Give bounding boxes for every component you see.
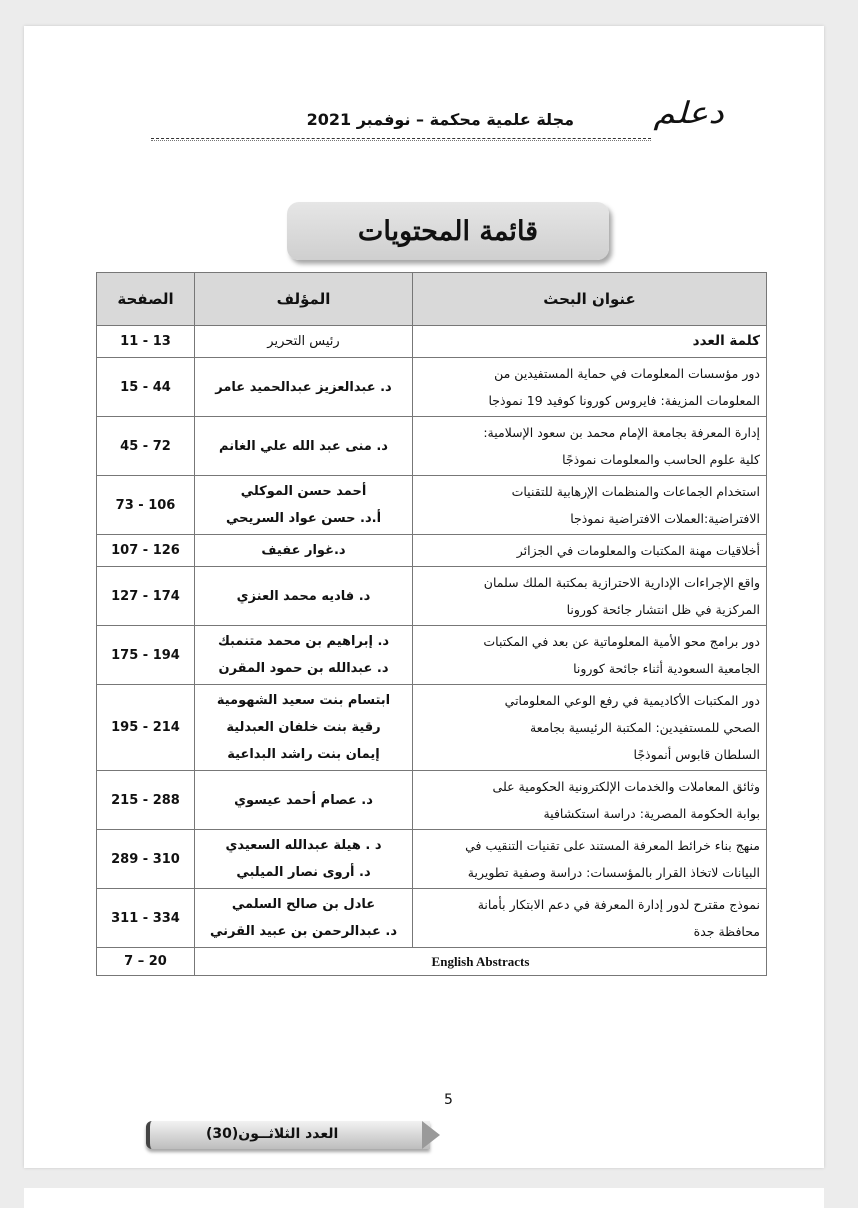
article-authors [195, 326, 413, 358]
article-authors [195, 417, 413, 476]
english-abstracts-label: English Abstracts [195, 948, 767, 976]
page-range: 127 - 174 [97, 567, 195, 626]
article-title-line: واقع الإجراءات الإدارية الاحترازية بمكتبة الملك سلمان [483, 575, 760, 590]
author-name: عادل بن صالح السلمي [231, 897, 376, 912]
article-title-line: نموذج مقترح لدور إدارة المعرفة في دعم الابتكار بأمانة [477, 897, 760, 912]
page-header [129, 96, 724, 146]
article-title-line: وثائق المعاملات والخدمات الإلكترونية الحكومية على [492, 779, 760, 794]
table-row [97, 326, 767, 358]
author-name: د. عبدالعزيز عبدالحميد عامر [215, 379, 392, 395]
page-range: 45 - 72 [97, 417, 195, 476]
author-name: ابتسام بنت سعيد الشهومية [216, 693, 391, 708]
issue-tab [146, 1121, 442, 1153]
table-row [97, 830, 767, 889]
table-header-row [97, 273, 767, 326]
table-body [97, 326, 767, 976]
column-header-author: المؤلف [195, 273, 413, 326]
issue-label: العدد الثلاثــون(30) [206, 1126, 339, 1142]
header-divider [151, 138, 651, 139]
article-title-line: محافظة جدة [693, 924, 760, 939]
author-name: أحمد حسن الموكلي [240, 484, 367, 499]
journal-title: مجلة علمية محكمة – نوفمبر 2021 [306, 110, 574, 129]
author-name: د . هيلة عبدالله السعيدي [225, 838, 382, 853]
toc-title: قائمة المحتويات [357, 215, 539, 247]
article-title-line: أخلاقيات مهنة المكتبات والمعلومات في الجزائر [516, 543, 760, 558]
page-range: 215 - 288 [97, 771, 195, 830]
article-title [413, 685, 767, 771]
author-name: رئيس التحرير [267, 334, 340, 349]
article-title-line: استخدام الجماعات والمنظمات الإرهابية للتقنيات [511, 484, 760, 499]
contents-table [96, 272, 767, 976]
table-row [97, 771, 767, 830]
article-authors [195, 889, 413, 948]
page-range: 175 - 194 [97, 626, 195, 685]
table-row [97, 889, 767, 948]
article-title [413, 830, 767, 889]
article-title-line: منهج بناء خرائط المعرفة المستند على تقنيات التنقيب في [465, 838, 760, 853]
author-name: رقية بنت خلفان العبدلية [226, 720, 381, 735]
article-title [413, 476, 767, 535]
article-title-line: بوابة الحكومة المصرية: دراسة استكشافية [543, 806, 760, 821]
article-title [413, 358, 767, 417]
article-title-line: دور برامج محو الأمية المعلوماتية عن بعد في المكتبات [483, 634, 760, 649]
page-range: 11 - 13 [97, 326, 195, 358]
article-title-line: دور مؤسسات المعلومات في حماية المستفيدين من [494, 366, 760, 381]
column-header-page: الصفحة [97, 273, 195, 326]
table-row [97, 535, 767, 567]
table-row [97, 567, 767, 626]
article-authors [195, 476, 413, 535]
author-name: د. فاديه محمد العنزي [236, 588, 371, 604]
author-name: إيمان بنت راشد البداعية [227, 747, 380, 762]
table-row [97, 417, 767, 476]
column-header-title: عنوان البحث [413, 273, 767, 326]
author-name: د. عصام أحمد عيسوي [234, 792, 373, 808]
article-title-line: كلية علوم الحاسب والمعلومات نموذجًا [562, 452, 760, 467]
article-authors [195, 771, 413, 830]
article-title-line: المعلومات المزيفة: فايروس كورونا كوفيد 19 نموذجا [488, 393, 760, 408]
page-range: 15 - 44 [97, 358, 195, 417]
article-title-line: الصحي للمستفيدين: المكتبة الرئيسية بجامعة [530, 720, 760, 735]
author-name: د. عبدالله بن حمود المقرن [218, 661, 389, 676]
page-number: 5 [444, 1092, 453, 1108]
journal-logo: دعلم [653, 96, 724, 131]
article-title [413, 535, 767, 567]
page-range: 289 - 310 [97, 830, 195, 889]
article-title [413, 889, 767, 948]
article-title [413, 417, 767, 476]
author-name: د. إبراهيم بن محمد متنمبك [217, 634, 390, 649]
author-name: د. منى عبد الله علي الغانم [219, 438, 388, 454]
article-title [413, 326, 767, 358]
article-authors [195, 358, 413, 417]
article-authors [195, 535, 413, 567]
article-title-line: إدارة المعرفة بجامعة الإمام محمد بن سعود الإسلامية: [483, 425, 760, 440]
article-title-line: دور المكتبات الأكاديمية في رفع الوعي المعلوماتي [504, 693, 760, 708]
english-abstracts-row [97, 948, 767, 976]
article-authors [195, 830, 413, 889]
author-name: د.غوار عفيف [261, 543, 346, 558]
issue-tab-arrow [422, 1121, 440, 1149]
article-title-line: البيانات لاتخاذ القرار بالمؤسسات: دراسة وصفية تطويرية [467, 865, 760, 880]
toc-title-box [287, 202, 609, 260]
author-name: د. عبدالرحمن بن عبيد القرني [209, 924, 397, 939]
table-row [97, 358, 767, 417]
author-name: د. أروى نصار الميلبي [236, 865, 371, 880]
article-title-line: الافتراضية:العملات الافتراضية نموذجا [570, 511, 760, 526]
article-authors [195, 567, 413, 626]
page-range: 73 - 106 [97, 476, 195, 535]
author-name: أ.د. حسن عواد السريحي [225, 511, 382, 526]
page-range: 107 - 126 [97, 535, 195, 567]
article-title-line: كلمة العدد [692, 333, 760, 349]
table-row [97, 626, 767, 685]
page-range: 311 - 334 [97, 889, 195, 948]
next-page-edge [24, 1188, 824, 1208]
table-row [97, 476, 767, 535]
article-title [413, 567, 767, 626]
article-title [413, 771, 767, 830]
article-title-line: المركزية في ظل انتشار جائحة كورونا [566, 602, 760, 617]
article-authors [195, 685, 413, 771]
article-authors [195, 626, 413, 685]
article-title-line: السلطان قابوس أنموذجًا [633, 747, 760, 762]
table-row [97, 685, 767, 771]
article-title-line: الجامعية السعودية أثناء جائحة كورونا [573, 661, 760, 676]
header-divider-secondary [151, 140, 651, 141]
article-title [413, 626, 767, 685]
page-range: 195 - 214 [97, 685, 195, 771]
page-range: 7 – 20 [97, 948, 195, 976]
